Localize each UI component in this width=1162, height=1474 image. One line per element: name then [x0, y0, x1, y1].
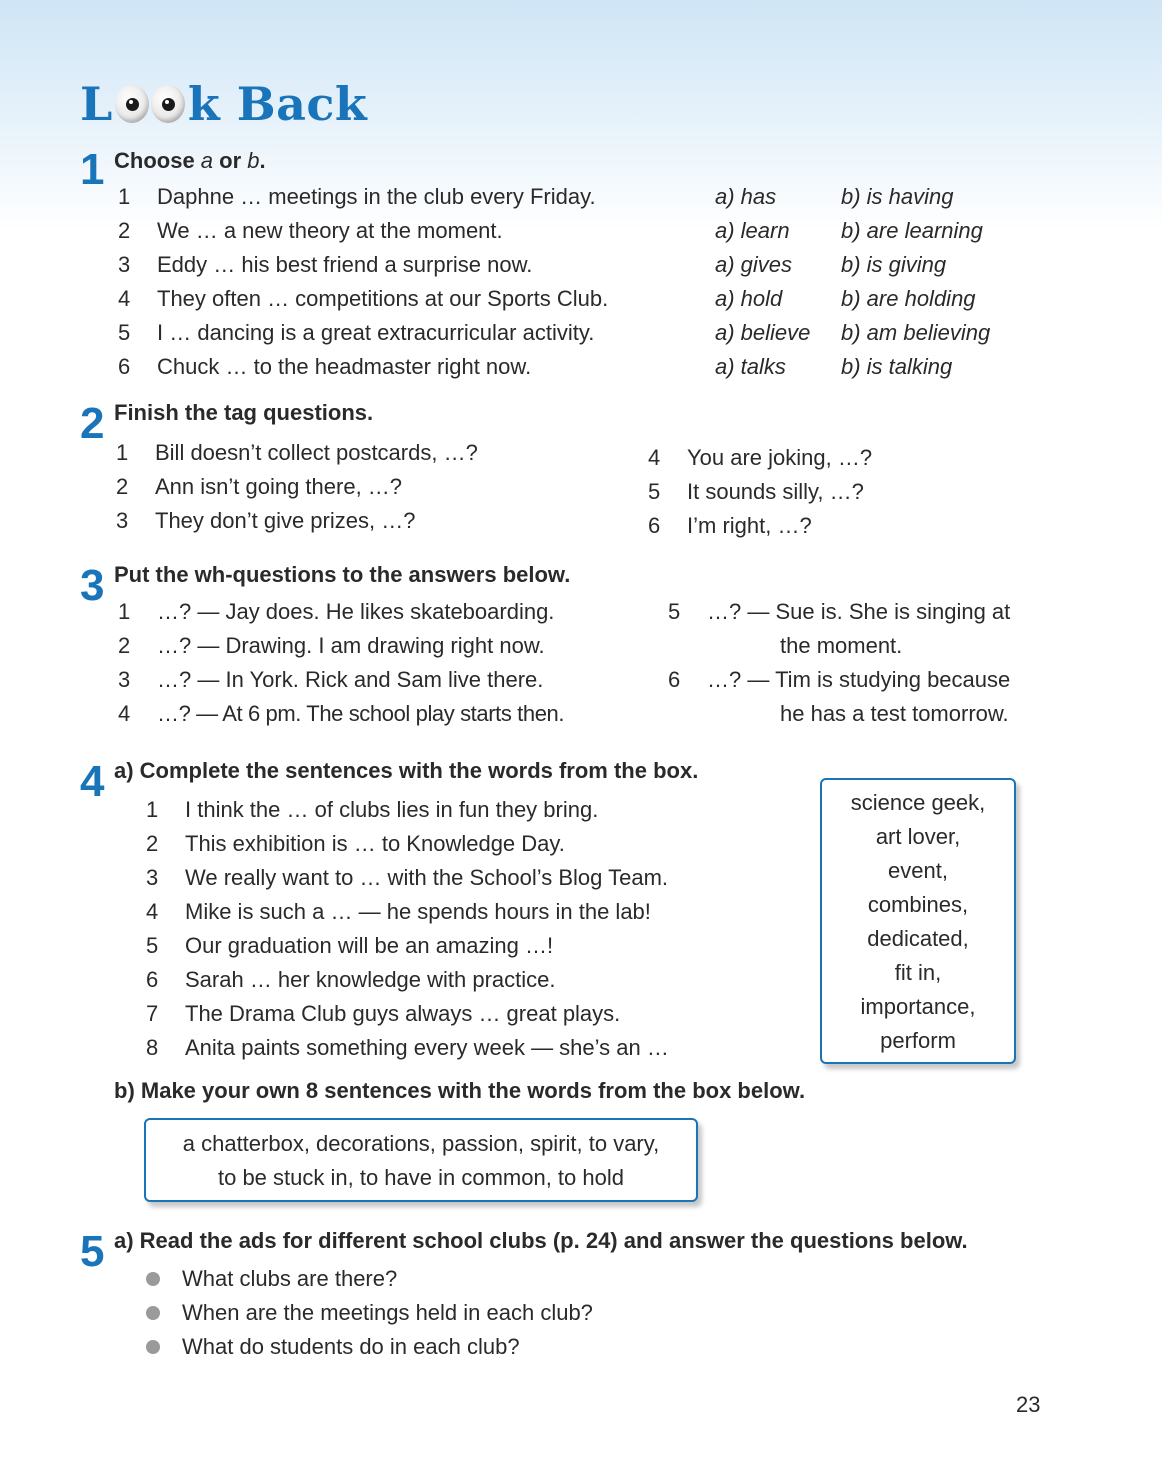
exercise-number: 2: [80, 399, 105, 448]
item-number: 4: [648, 445, 661, 470]
exercise-title: Finish the tag questions.: [114, 400, 374, 425]
title-letter-l: L: [80, 77, 113, 131]
item-number: 6: [648, 513, 661, 538]
item-number: 6: [146, 967, 159, 992]
exercise-number: 4: [80, 757, 105, 806]
list-item: Ann isn’t going there, …?: [155, 474, 403, 499]
list-item: Chuck … to the headmaster right now.: [157, 354, 532, 379]
item-number: 3: [116, 508, 129, 533]
item-number: 1: [118, 599, 131, 624]
item-number: 5: [668, 599, 681, 624]
exercise-number: 3: [80, 561, 105, 610]
item-number: 8: [146, 1035, 159, 1060]
item-number: 2: [146, 831, 159, 856]
list-item: Anita paints something every week — she’s an …: [185, 1035, 669, 1060]
list-item: It sounds silly, …?: [687, 479, 864, 504]
word-box-entry: art lover,: [875, 824, 961, 849]
item-number: 4: [118, 286, 131, 311]
option-b: b) are learning: [841, 218, 983, 243]
exercise-number: 1: [80, 145, 105, 194]
item-number: 2: [118, 633, 131, 658]
word-box-line: a chatterbox, decorations, passion, spirit, to vary,: [182, 1131, 660, 1156]
page-number: 23: [1016, 1392, 1041, 1417]
exercise-subtitle: b) Make your own 8 sentences with the words from the box below.: [114, 1078, 806, 1103]
word-box-line: to be stuck in, to have in common, to hold: [217, 1165, 624, 1190]
word-box-b: [144, 1118, 698, 1202]
list-item: They don’t give prizes, …?: [155, 508, 416, 533]
list-item: You are joking, …?: [687, 445, 873, 470]
list-item: The Drama Club guys always … great plays.: [185, 1001, 621, 1026]
list-item: …? — Tim is studying because: [707, 667, 1011, 692]
item-number: 1: [118, 184, 131, 209]
eye-left-icon: [115, 85, 149, 123]
option-a: a) talks: [715, 354, 786, 379]
word-box: [820, 778, 1016, 1064]
option-b: b) is giving: [841, 252, 947, 277]
word-box-entry: perform: [880, 1028, 956, 1053]
list-item-continued: he has a test tomorrow.: [780, 701, 1009, 726]
bullet-icon: [146, 1272, 160, 1286]
item-number: 5: [648, 479, 661, 504]
list-item: Daphne … meetings in the club every Friday.: [157, 184, 596, 209]
option-b: b) is talking: [841, 354, 953, 379]
list-item: I’m right, …?: [687, 513, 812, 538]
exercise-title: Choose a or b.: [114, 148, 266, 173]
item-number: 5: [146, 933, 159, 958]
word-box-entry: dedicated,: [867, 926, 969, 951]
list-item: I think the … of clubs lies in fun they bring.: [185, 797, 599, 822]
list-item: …? — Jay does. He likes skateboarding.: [157, 599, 555, 624]
word-box-entry: combines,: [867, 892, 969, 917]
eyes-icon: [115, 85, 185, 123]
exercise-title: a) Complete the sentences with the words from the box.: [114, 758, 699, 783]
option-a: a) gives: [715, 252, 793, 277]
word-box-entry: importance,: [860, 994, 976, 1019]
list-item: I … dancing is a great extracurricular activity.: [157, 320, 595, 345]
list-item: Eddy … his best friend a surprise now.: [157, 252, 533, 277]
item-number: 1: [116, 440, 129, 465]
exercise-number: 5: [80, 1227, 105, 1276]
word-box-entry: event,: [888, 858, 948, 883]
option-a: a) believe: [715, 320, 811, 345]
option-a: a) hold: [715, 286, 783, 311]
option-b: b) am believing: [841, 320, 991, 345]
item-number: 7: [146, 1001, 159, 1026]
list-item: …? — Drawing. I am drawing right now.: [157, 633, 545, 658]
item-number: 3: [118, 252, 131, 277]
list-item: …? — Sue is. She is singing at: [707, 599, 1011, 624]
word-box-entry: science geek,: [850, 790, 986, 815]
list-item: Sarah … her knowledge with practice.: [185, 967, 556, 992]
list-item: This exhibition is … to Knowledge Day.: [185, 831, 565, 856]
exercise-title: Put the wh-questions to the answers below.: [114, 562, 571, 587]
item-number: 3: [118, 667, 131, 692]
list-item: We … a new theory at the moment.: [157, 218, 503, 243]
word-box-entry: fit in,: [894, 960, 942, 985]
list-item: Mike is such a … — he spends hours in the lab!: [185, 899, 651, 924]
bullet-icon: [146, 1340, 160, 1354]
eye-right-icon: [151, 85, 185, 123]
item-number: 4: [118, 701, 131, 726]
list-item: Our graduation will be an amazing …!: [185, 933, 554, 958]
page-title: [80, 74, 367, 134]
option-b: b) are holding: [841, 286, 976, 311]
item-number: 6: [118, 354, 131, 379]
list-item: …? — At 6 pm. The school play starts then.: [157, 701, 565, 726]
list-item: What clubs are there?: [182, 1266, 398, 1291]
list-item: We really want to … with the School’s Blog Team.: [185, 865, 669, 890]
item-number: 2: [116, 474, 129, 499]
option-a: a) has: [715, 184, 777, 209]
item-number: 3: [146, 865, 159, 890]
bullet-icon: [146, 1306, 160, 1320]
list-item: What do students do in each club?: [182, 1334, 520, 1359]
option-b: b) is having: [841, 184, 954, 209]
list-item: Bill doesn’t collect postcards, …?: [155, 440, 478, 465]
item-number: 4: [146, 899, 159, 924]
list-item: They often … competitions at our Sports Club.: [157, 286, 609, 311]
item-number: 2: [118, 218, 131, 243]
exercise-title: a) Read the ads for different school clubs (p. 24) and answer the questions below.: [114, 1228, 968, 1253]
item-number: 6: [668, 667, 681, 692]
title-rest: k Back: [187, 77, 368, 131]
list-item-continued: the moment.: [780, 633, 903, 658]
option-a: a) learn: [715, 218, 790, 243]
item-number: 5: [118, 320, 131, 345]
list-item: …? — In York. Rick and Sam live there.: [157, 667, 544, 692]
list-item: When are the meetings held in each club?: [182, 1300, 593, 1325]
item-number: 1: [146, 797, 159, 822]
